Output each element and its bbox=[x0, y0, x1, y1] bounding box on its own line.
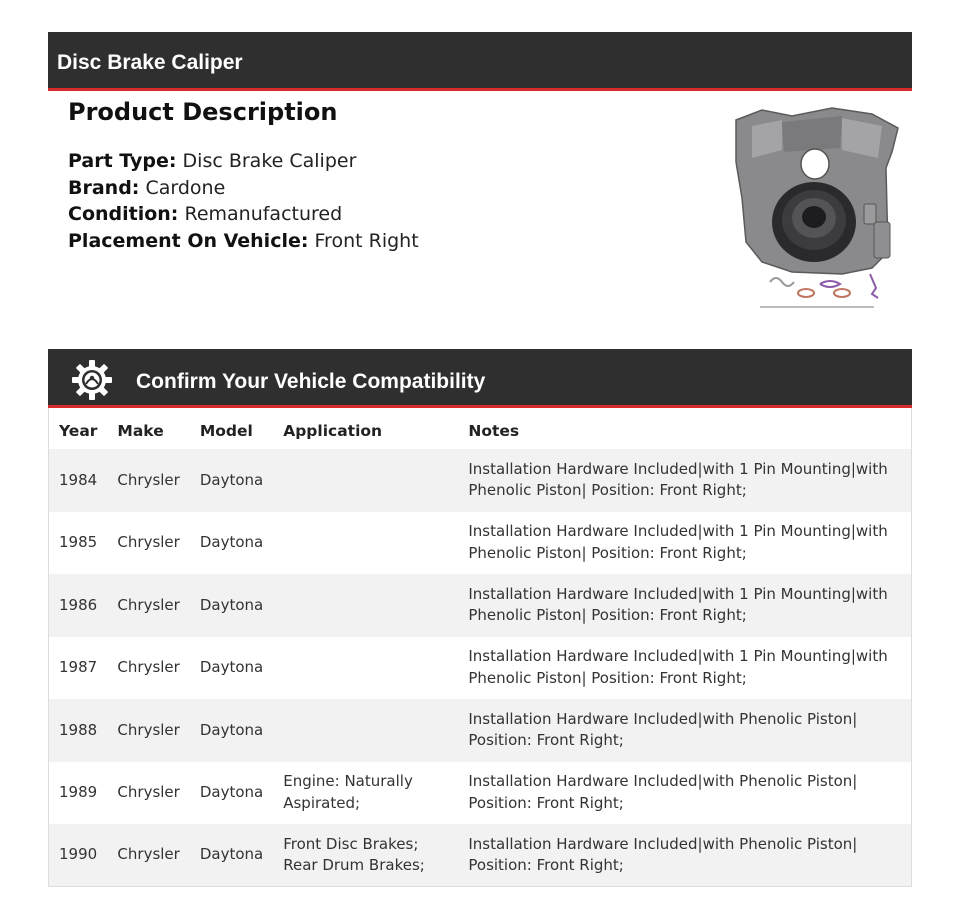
cell-year: 1990 bbox=[59, 845, 98, 864]
cell-year: 1988 bbox=[59, 720, 98, 739]
cell-notes: Installation Hardware Included|with 1 Pin Mounting|with Phenolic Piston| Position: Front Right; bbox=[468, 459, 888, 500]
column-year: Year bbox=[59, 421, 98, 440]
cell-notes: Installation Hardware Included|with 1 Pin Mounting|with Phenolic Piston| Position: Front Right; bbox=[468, 647, 888, 687]
cell-notes: Installation Hardware Included|with Phenolic Piston| Position: Front Right; bbox=[468, 834, 858, 874]
condition-row: Condition: Remanufactured bbox=[68, 203, 343, 225]
cell-notes: Installation Hardware Included|with Phenolic Piston| Position: Front Right; bbox=[468, 772, 858, 812]
cell-model: Daytona bbox=[199, 470, 264, 489]
column-application: Application bbox=[283, 421, 383, 440]
cell-make: Chrysler bbox=[117, 595, 180, 614]
description-heading: Product Description bbox=[68, 98, 338, 126]
cell-application bbox=[273, 512, 458, 575]
table-row bbox=[49, 824, 912, 887]
table-row bbox=[49, 449, 912, 512]
cell-application: Engine: Naturally Aspirated; bbox=[283, 772, 413, 812]
cell-model: Daytona bbox=[199, 533, 264, 551]
product-title-bar bbox=[48, 32, 912, 91]
table-header-row bbox=[49, 408, 912, 449]
cell-application bbox=[273, 637, 458, 700]
table-row bbox=[49, 762, 912, 825]
compatibility-title: Confirm Your Vehicle Compatibility bbox=[136, 370, 486, 393]
table-row bbox=[49, 699, 912, 762]
column-notes: Notes bbox=[468, 421, 520, 440]
product-image[interactable] bbox=[722, 102, 912, 314]
table-row bbox=[49, 574, 912, 637]
cell-application: Front Disc Brakes; Rear Drum Brakes; bbox=[283, 834, 425, 874]
cell-model: Daytona bbox=[199, 658, 264, 676]
cell-year: 1987 bbox=[59, 658, 98, 676]
cell-application bbox=[273, 699, 458, 762]
column-model: Model bbox=[199, 421, 253, 440]
part-type-row: Part Type: Disc Brake Caliper bbox=[68, 150, 357, 172]
cell-notes: Installation Hardware Included|with 1 Pin Mounting|with Phenolic Piston| Position: Front Right; bbox=[468, 584, 888, 625]
cell-model: Daytona bbox=[199, 595, 264, 614]
compatibility-bar bbox=[48, 349, 912, 408]
cell-make: Chrysler bbox=[117, 720, 180, 739]
cell-model: Daytona bbox=[199, 720, 264, 739]
cell-application bbox=[273, 449, 458, 512]
cell-notes: Installation Hardware Included|with 1 Pin Mounting|with Phenolic Piston| Position: Front Right; bbox=[468, 522, 888, 562]
cell-notes: Installation Hardware Included|with Phenolic Piston| Position: Front Right; bbox=[468, 709, 858, 750]
brand-row: Brand: Cardone bbox=[68, 176, 226, 199]
cell-year: 1986 bbox=[59, 595, 98, 614]
cell-year: 1989 bbox=[59, 783, 98, 801]
product-title: Disc Brake Caliper bbox=[57, 51, 243, 74]
cell-make: Chrysler bbox=[117, 533, 180, 551]
cell-make: Chrysler bbox=[117, 658, 180, 676]
table-row bbox=[49, 512, 912, 575]
gear-icon bbox=[70, 358, 114, 402]
table-row bbox=[49, 637, 912, 700]
cell-make: Chrysler bbox=[117, 470, 180, 489]
product-description bbox=[68, 98, 668, 254]
cell-model: Daytona bbox=[199, 783, 264, 801]
cell-year: 1984 bbox=[59, 470, 98, 489]
compatibility-table bbox=[48, 408, 912, 887]
cell-application bbox=[273, 574, 458, 637]
cell-make: Chrysler bbox=[117, 783, 180, 801]
column-make: Make bbox=[117, 421, 164, 440]
cell-model: Daytona bbox=[199, 845, 264, 864]
cell-make: Chrysler bbox=[117, 845, 180, 864]
cell-year: 1985 bbox=[59, 533, 98, 551]
placement-row: Placement On Vehicle: Front Right bbox=[68, 229, 419, 252]
